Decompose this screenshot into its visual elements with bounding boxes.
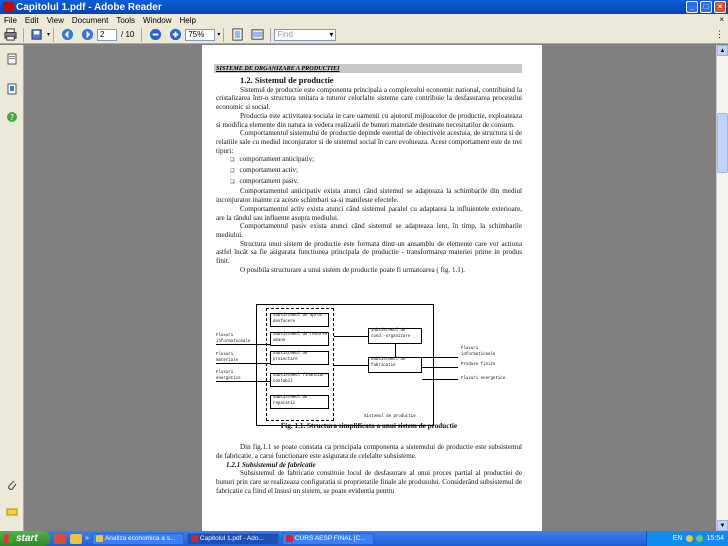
bullet-item: ❑ comportament pasiv. (216, 177, 522, 188)
box-design: Subsistemul de proiectare (270, 351, 329, 365)
pdf-page (202, 45, 542, 531)
figure-system-structure (216, 303, 522, 443)
toolbar-separator (141, 28, 142, 42)
fit-width-icon[interactable] (250, 28, 264, 42)
box-fabrication: Subsistemul de fabricatie (368, 357, 422, 373)
label-output-info: Fluxuri informationale (461, 347, 496, 357)
menu-edit[interactable]: Edit (24, 15, 39, 25)
vertical-scrollbar[interactable] (716, 45, 728, 531)
output-arrow (422, 379, 458, 380)
folder-icon (96, 535, 103, 542)
tray-icon[interactable] (696, 535, 703, 542)
taskbar-item[interactable]: CURS AESP FINAL [C... (282, 533, 374, 545)
system-tray (646, 531, 728, 546)
adobe-reader-icon (286, 535, 293, 542)
navigation-pane (0, 45, 24, 531)
help-icon[interactable] (6, 111, 18, 123)
fit-page-icon[interactable] (230, 28, 244, 42)
page-number-input[interactable]: 2 (97, 29, 117, 41)
bullet-item: ❑ comportament anticipativ; (216, 155, 522, 166)
dropdown-arrow-icon[interactable]: ▾ (47, 32, 51, 38)
adobe-reader-icon (191, 535, 198, 542)
paragraph: Productia este activitatea sociala in care oamenii cu ajutorul mijloacelor de productie, exploateaza si modifica elemente din natura in vedera realizarii de bunuri materiale destinate necesitatilor de consum. (216, 111, 522, 129)
clock[interactable]: 15:54 (706, 535, 724, 542)
label-output-energy: Fluxuri energetice (461, 377, 506, 381)
paragraph: Comportamentul pasiv exista atunci când sistemul se adapteaza lent, în timp, la schimbarile mediului. (216, 222, 522, 239)
figure-caption: Fig. 1.1. Structura simplificata a unui sistem de productie (280, 422, 458, 431)
zoom-out-icon[interactable] (148, 28, 162, 42)
tray-icon[interactable] (686, 535, 693, 542)
toolbar-options-icon[interactable]: ⋮ (715, 29, 724, 39)
bookmarks-icon[interactable] (6, 83, 18, 95)
pages-icon[interactable] (6, 53, 18, 65)
paragraph: Comportamentul anticipativ exista atunci când sistemul se adapteaza la schimbarile din mediul inconjurator inainte ca aceste schimbari sa-si manifeste efectele. (216, 187, 522, 205)
maximize-button[interactable]: □ (700, 1, 712, 13)
paragraph: O posibila structurare a unui sistem de productie poate fi urmatoarea ( fig. 1.1). (240, 265, 465, 274)
language-indicator[interactable]: EN (672, 535, 683, 542)
paragraph: Sistemul de productie este componenta principala a complexului economic national, contribuind la cristalizarea într-o structura unitara a tuturor celorlalte sisteme care contribuie la desfasurarea procesului economic si social. (216, 85, 522, 112)
taskbar (0, 531, 728, 546)
box-finance: Subsistemul financiar-contabil (270, 373, 329, 387)
scroll-up-icon[interactable]: ▲ (717, 45, 728, 56)
paragraph: Structura unui sistem de productie este formata dintr-un ansamblu de elemente care vor actiona astfel încât sa fie asigurata functiunea principala de productie - transformarea materiei prime in produs finit. (216, 239, 522, 266)
subsection-heading: 1.2.1 Subsistemul de fabricatie (226, 460, 316, 469)
windows-logo-icon (4, 534, 13, 543)
attachments-icon[interactable] (6, 479, 18, 491)
paragraph: Comportamentul sistemului de productie depinde esential de obiectivele acestuia, de structura si de relatiile sale cu mediul inconjurator si de sistemul social în care evolueaza. Acest comportament este de trei tipuri: (216, 129, 522, 155)
toolbar-separator (53, 28, 54, 42)
label-input-energy: Fluxuri energetice (216, 371, 241, 381)
label-input-materials: Fluxuri materiale (216, 353, 239, 363)
zoom-dropdown-icon[interactable]: ▾ (217, 32, 221, 38)
menu-document[interactable]: Document (71, 15, 109, 25)
taskbar-item[interactable]: Analiza economica a s... (92, 533, 184, 545)
label-system: Sistemul de productie (364, 415, 416, 419)
print-icon[interactable] (3, 28, 17, 42)
paragraph: Din fig.1.1 se poate constata ca principala componenta a sistemului de productie este subsistemul de fabricatie, a carui functionare este asigurata de celelalte subsisteme. (216, 443, 522, 460)
page-total: / 10 (121, 30, 135, 39)
paragraph: Subsistemul de fabricatie constituie locul de desfasurare al unui proces partial al productiei de bunuri prin care se realizeaza configuratia si proprietatile finale ale produsului. Considerând subsistemul de fabricatie ca fiind el însusi un sistem, se poate evidentia pentru (216, 469, 522, 495)
previous-page-icon[interactable] (60, 28, 74, 42)
scroll-down-icon[interactable]: ▼ (717, 520, 728, 531)
toolbar-separator (23, 28, 24, 42)
svg-text:?: ? (9, 113, 15, 122)
document-close-button[interactable]: × (719, 15, 724, 24)
window-title: Capitolul 1.pdf - Adobe Reader (16, 1, 162, 13)
zoom-in-icon[interactable] (168, 28, 182, 42)
quicklaunch-icon[interactable] (70, 534, 82, 544)
box-human-resources: Subsistemul de resurse umane (270, 332, 329, 346)
box-management: Subsistemul de cond.-organizare (368, 328, 422, 344)
toolbar-separator (223, 28, 224, 42)
menu-file[interactable]: File (4, 15, 17, 25)
minimize-button[interactable]: _ (686, 1, 698, 13)
find-dropdown-icon[interactable]: ▾ (329, 29, 334, 39)
section-heading: 1.2. Sistemul de productie (240, 75, 334, 85)
menu-view[interactable]: View (46, 15, 64, 25)
toolbar-separator (270, 28, 271, 42)
adobe-reader-icon (3, 2, 13, 12)
toolbar (0, 26, 728, 44)
connector (334, 336, 368, 337)
document-viewport[interactable] (24, 45, 716, 531)
zoom-select[interactable]: 75% (185, 29, 215, 41)
paragraph: Comportamentul activ exista atunci când sistemul paralel cu adaptarea la influientele exterioare, are la rândul sau influente asupra mediului. (216, 204, 522, 222)
find-input[interactable]: Find ▾ (274, 29, 336, 41)
label-output-products: Produse finite (461, 363, 496, 367)
menu-tools[interactable]: Tools (116, 15, 136, 25)
scroll-thumb[interactable] (717, 113, 728, 173)
chapter-header: SISTEME DE ORGANIZARE A PRODUCTIEI (214, 64, 522, 73)
save-copy-icon[interactable] (30, 28, 44, 42)
comments-icon[interactable] (6, 507, 18, 519)
next-page-icon[interactable] (80, 28, 94, 42)
menu-bar (0, 14, 728, 26)
quicklaunch-icon[interactable] (54, 534, 66, 544)
output-arrow (422, 367, 458, 368)
menu-help[interactable]: Help (179, 15, 196, 25)
bullet-item: ❑ comportament activ; (216, 166, 522, 177)
connector (395, 344, 396, 357)
start-button[interactable]: start (0, 531, 50, 546)
taskbar-item-active[interactable]: Capitolul 1.pdf - Ado... (187, 533, 279, 545)
label-input-info: Fluxuri informationale (216, 334, 251, 344)
connector (334, 365, 368, 366)
menu-window[interactable]: Window (143, 15, 172, 25)
box-procurement: Subsistemul de aprov.-desfacere (270, 313, 329, 327)
title-bar (0, 0, 728, 14)
box-repairs: Subsistemul de reparatii (270, 395, 329, 409)
close-button[interactable]: × (714, 1, 726, 13)
output-arrow (422, 357, 458, 358)
quicklaunch-more-icon[interactable]: » (85, 535, 89, 542)
